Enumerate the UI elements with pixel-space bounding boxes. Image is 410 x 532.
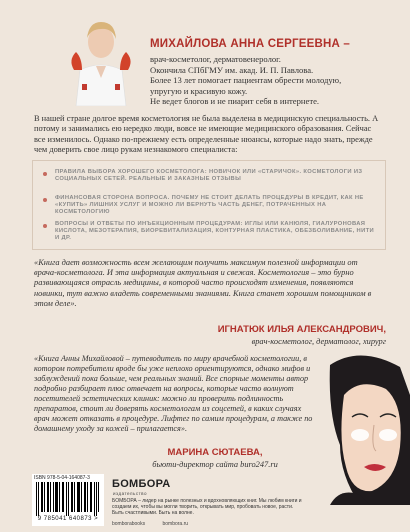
author-bio-line: упругую и красивую кожу. xyxy=(150,85,248,96)
barcode-number: 9 785041 640873 > xyxy=(37,516,99,522)
author-bio-line: Не ведет блогов и не пиарит себя в интернете. xyxy=(150,96,320,107)
isbn-label: ISBN 978-5-04-164087-3 xyxy=(34,475,90,481)
barcode-bars xyxy=(36,482,100,516)
publisher-logo-sub: издательство xyxy=(113,491,147,496)
reviewer-name: ИГНАТЮК ИЛЬЯ АЛЕКСАНДРОВИЧ, xyxy=(217,324,386,335)
author-name: МИХАЙЛОВА АННА СЕРГЕЕВНА – xyxy=(150,38,350,50)
publisher-link[interactable]: bombora.ru xyxy=(162,521,189,527)
list-item: ВОПРОСЫ И ОТВЕТЫ ПО ИНЪЕКЦИОННЫМ ПРОЦЕДУРАМ: ИГЛЫ ИЛИ КАНЮЛЯ, ГИАЛУРОНОВАЯ КИСЛОТА, МЕЗОТЕРАПИЯ, БИОРЕВИТАЛИЗАЦИЯ, КОНТУРНАЯ ПЛАСТИКА, ОБЕЗБОЛИВАНИЕ, НИТИ И ДР. xyxy=(55,221,375,242)
author-bio-line: Более 13 лет помогает пациентам обрести молодую, xyxy=(150,75,342,86)
intro-paragraph: В нашей стране долгое время косметология не была выделена в медицинскую специальность. А потому и занимались ею нередко люди, вовсе не имеющие медицинского образования. Сейчас все изменилось. Однако по-прежнему есть определенные нюансы, которые надо знать, прежде чем доверить свое лицо рукам незнакомого специалиста: xyxy=(34,114,379,155)
publisher-description: БОМБОРА – лидер на рынке полезных и вдохновляющих книг. Мы любим книги и создаем их, чтобы вы могли творить, открывать мир, пробовать новое, расти. Быть счастливыми. Быть на волне. xyxy=(112,498,302,516)
reviewer-name: МАРИНА СЮТАЕВА, xyxy=(167,447,263,458)
list-item: ФИНАНСОВАЯ СТОРОНА ВОПРОСА. ПОЧЕМУ НЕ СТОИТ ДЕЛАТЬ ПРОЦЕДУРЫ В КРЕДИТ, КАК НЕ «КУПИТЬ» ЛИШНИХ УСЛУГ И МОЖНО ЛИ ВЕРНУТЬ ЧАСТЬ ДЕНЕГ, ПОТРАЧЕННЫХ НА КОСМЕТОЛОГИЮ xyxy=(55,195,364,216)
publisher-logo: БОМБОРА xyxy=(112,478,171,490)
bullet-icon xyxy=(43,172,47,176)
review-quote: «Книга дает возможность всем желающим получить максимум полезной информации от врача-косметолога. И эта информация актуальная и свежая. Косметология – это бурно развивающаяся отрасль медицины, в которой часто происходят изменения, появляются новинки, тут важно владеть современными знаниями. Книга станет хорошим помощником в этом деле». xyxy=(34,258,372,308)
publisher-links xyxy=(112,521,204,527)
review-quote: «Книга Анны Михайловой – путеводитель по миру врачебной косметологии, в котором потребители вроде бы уже неплохо ориентируются, однако мифов и заблуждений пока больше, чем реальных знаний. Все спорные моменты автор подробно разбирает плюс отвечает на вопросы, которые часто волнуют посетителей эстетических клиник: можно ли проверить подлинность препаратов, стоит ли доверять косметологам из соцсетей, в каких случаях врач может отказать в процедуре. Лифтег по самим процедурам, а также по домашнему уходу за кожей – прилагается». xyxy=(34,354,313,433)
bullet-icon xyxy=(43,198,47,202)
list-item: ПРАВИЛА ВЫБОРА ХОРОШЕГО КОСМЕТОЛОГА: НОВИЧОК ИЛИ «СТАРИЧОК». КОСМЕТОЛОГИ ИЗ СОЦИАЛЬНЫХ СЕТЕЙ. РЕАЛЬНЫЕ И ЗАКАЗНЫЕ ОТЗЫВЫ xyxy=(55,169,363,183)
bullet-icon xyxy=(43,224,47,228)
woman-face-illustration xyxy=(300,355,410,505)
topics-list xyxy=(32,160,386,250)
author-bio-line: Окончила СПбГМУ им. акад. И. П. Павлова. xyxy=(150,64,314,75)
reviewer-role: бьюти-директор сайта buro247.ru xyxy=(152,460,278,469)
author-bio-line: врач-косметолог, дерматовенеролог. xyxy=(150,54,281,64)
barcode xyxy=(32,474,104,526)
reviewer-role: врач-косметолог, дерматолог, хирург xyxy=(251,337,386,346)
author-photo xyxy=(62,8,140,106)
author-bio xyxy=(150,54,400,107)
publisher-link[interactable]: bomborabooks xyxy=(112,521,146,527)
